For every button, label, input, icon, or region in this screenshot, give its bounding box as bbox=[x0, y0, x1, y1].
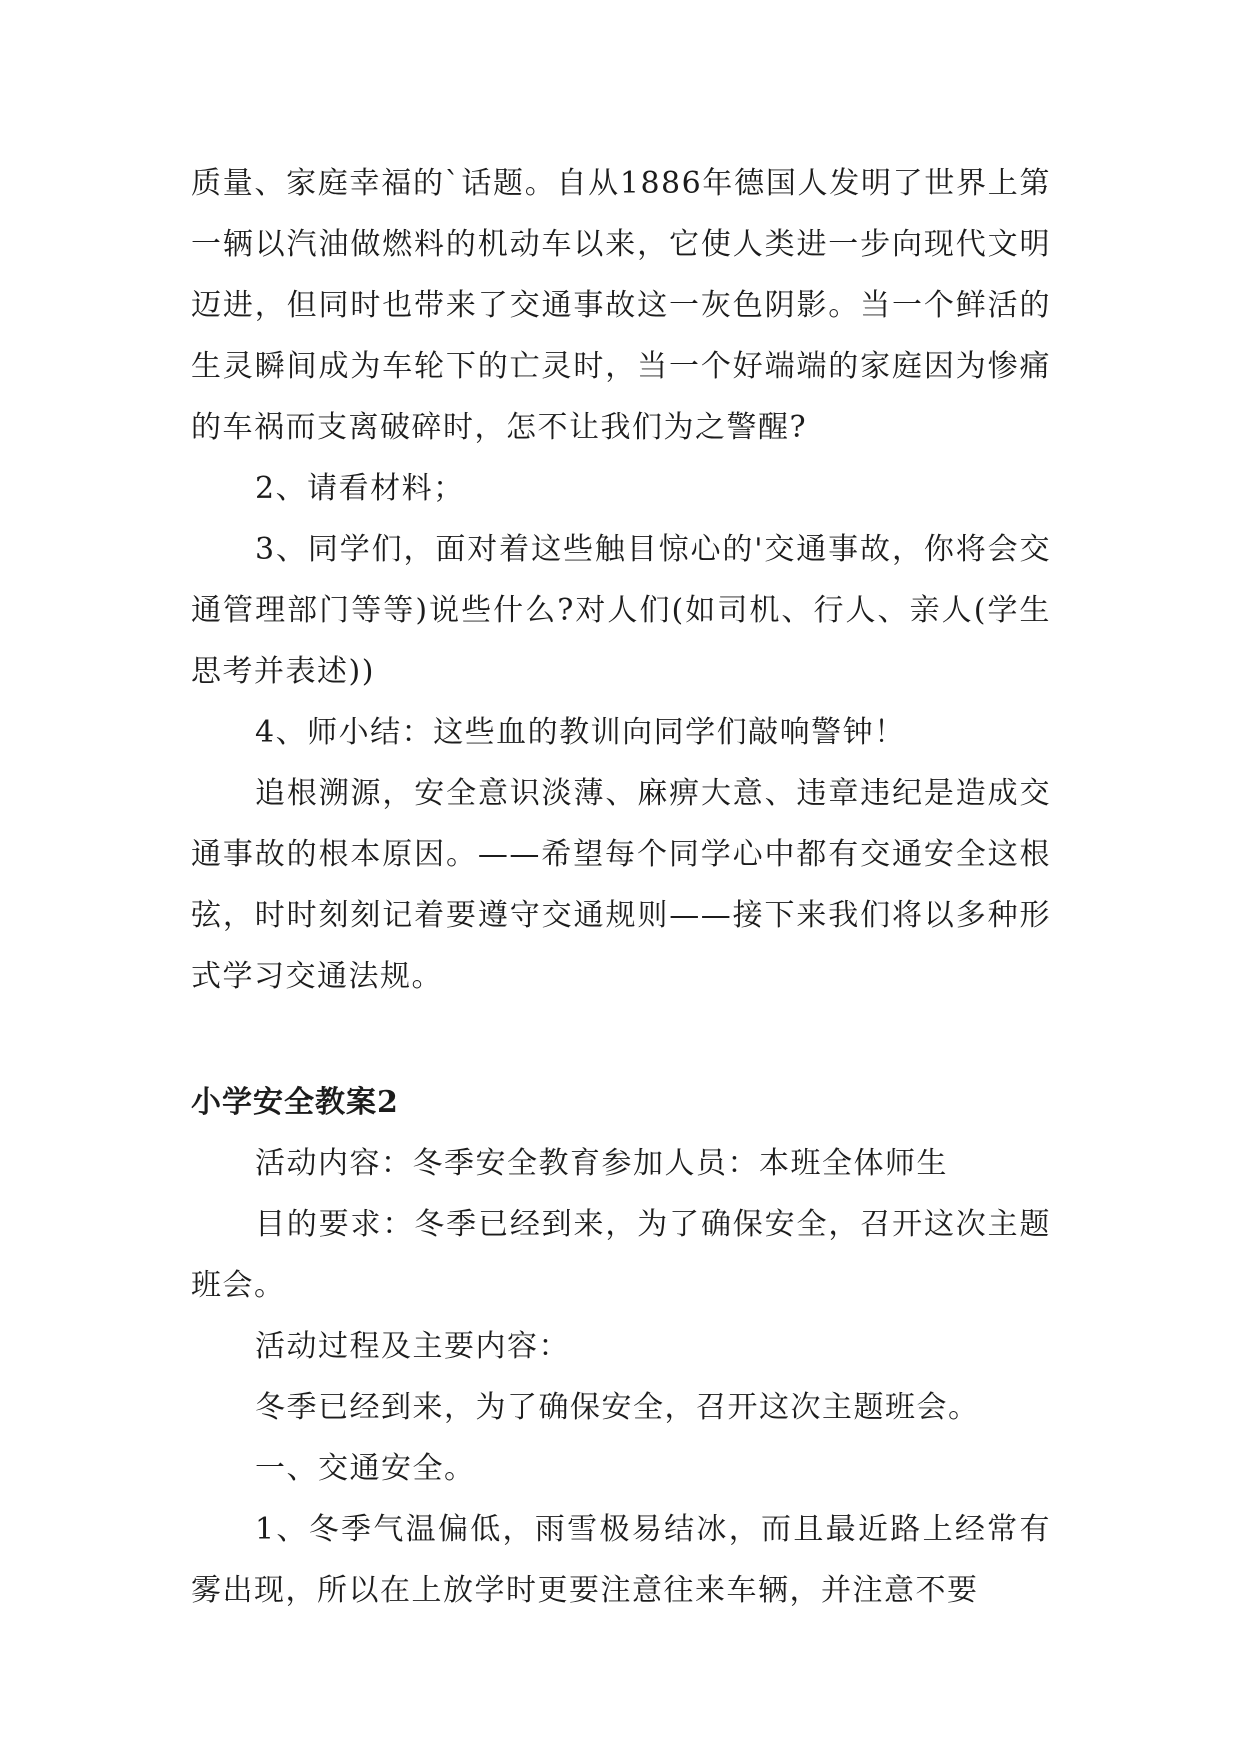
paragraph-item-2: 2、请看材料； bbox=[255, 471, 465, 506]
paragraph-traffic-safety-heading: 一、交通安全。 bbox=[255, 1451, 476, 1486]
paragraph-process-heading: 活动过程及主要内容： bbox=[255, 1329, 570, 1364]
paragraph-conclusion: 追根溯源，安全意识淡薄、麻痹大意、违章违纪是造成交通事故的根本原因。——希望每个同学心中都有交通安全这根弦，时时刻刻记着要遵守交通规则——接下来我们将以多种形式学习交通法规。 bbox=[191, 776, 1051, 994]
section-title: 小学安全教案2 bbox=[191, 1085, 399, 1120]
paragraph-objective: 目的要求：冬季已经到来，为了确保安全，召开这次主题班会。 bbox=[191, 1207, 1051, 1303]
document-page bbox=[191, 153, 1051, 1621]
paragraph-intro: 冬季已经到来，为了确保安全，召开这次主题班会。 bbox=[255, 1390, 980, 1425]
paragraph-item-3: 3、同学们，面对着这些触目惊心的'交通事故，你将会交通管理部门等等)说些什么?对人们(如司机、行人、亲人(学生思考并表述)) bbox=[191, 532, 1051, 689]
paragraph-activity-content: 活动内容：冬季安全教育参加人员：本班全体师生 bbox=[255, 1146, 948, 1181]
paragraph-traffic-item-1: 1、冬季气温偏低，雨雪极易结冰，而且最近路上经常有雾出现，所以在上放学时更要注意往来车辆，并注意不要 bbox=[191, 1512, 1051, 1608]
section-spacer bbox=[191, 1007, 1051, 1072]
paragraph-item-4: 4、师小结：这些血的教训向同学们敲响警钟！ bbox=[255, 715, 906, 750]
paragraph-continuation: 质量、家庭幸福的`话题。自从1886年德国人发明了世界上第一辆以汽油做燃料的机动车以来，它使人类进一步向现代文明迈进，但同时也带来了交通事故这一灰色阴影。当一个鲜活的生灵瞬间成为车轮下的亡灵时，当一个好端端的家庭因为惨痛的车祸而支离破碎时，怎不让我们为之警醒? bbox=[191, 166, 1051, 445]
